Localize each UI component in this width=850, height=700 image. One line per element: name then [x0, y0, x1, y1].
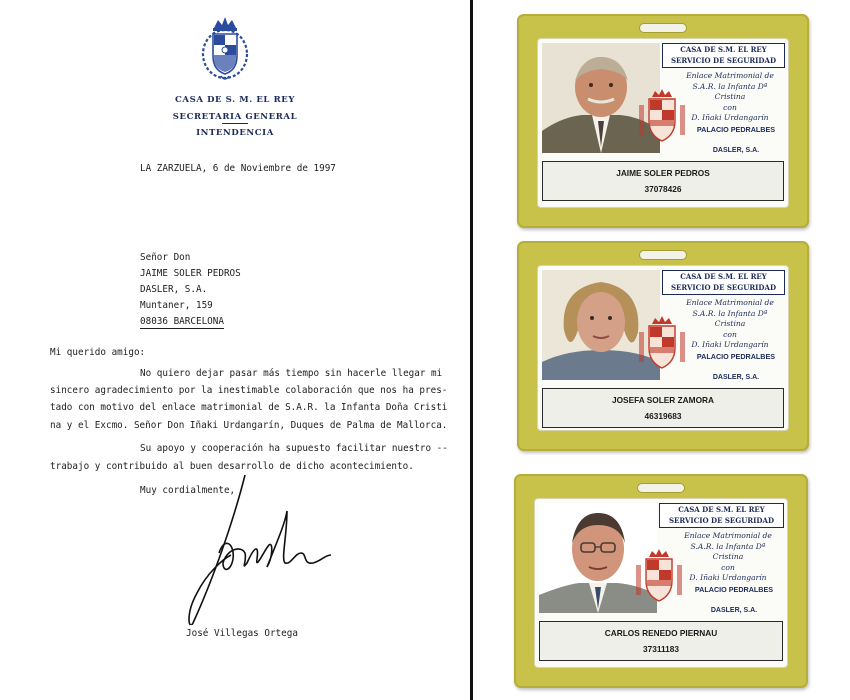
badge-holder-name: JAIME SOLER PEDROS — [616, 168, 710, 178]
badge-event — [678, 71, 782, 124]
body-line: Su apoyo y cooperación ha supuesto facilitar nuestro -- — [140, 443, 448, 454]
badge-company: DASLER, S.A. — [710, 607, 758, 614]
badge-company: DASLER, S.A. — [712, 374, 760, 381]
body-line: sincero agradecimiento por la inestimable colaboración que nos ha pres- — [50, 385, 448, 396]
badge-header-line-1: CASA DE S.M. EL REY — [680, 272, 767, 281]
badge-holder-name: CARLOS RENEDO PIERNAU — [604, 628, 718, 638]
credential-badge — [517, 14, 809, 228]
badge-header-line-2: SERVICIO DE SEGURIDAD — [670, 56, 777, 65]
badge-event-line: D. Iñaki Urdangarín — [689, 573, 767, 582]
badge-event-line: S.A.R. la Infanta Dª Cristina — [690, 541, 766, 561]
body-line: na y el Excmo. Señor Don Iñaki Urdangarín, Duques de Palma de Mallorca. — [50, 420, 448, 431]
badge-header — [662, 43, 785, 68]
badge-event-line: S.A.R. la Infanta Dª Cristina — [692, 308, 768, 328]
salutation: Mi querido amigo: — [50, 347, 146, 358]
badge-event-line: Enlace Matrimonial de — [686, 298, 774, 307]
letterhead-line-1: CASA DE S. M. EL REY — [175, 95, 295, 105]
badge-card — [537, 265, 789, 431]
badge-venue: PALACIO PEDRALBES — [694, 585, 774, 594]
page-divider — [470, 0, 473, 700]
credential-badge — [517, 241, 809, 451]
badge-venue: PALACIO PEDRALBES — [696, 352, 776, 361]
badge-event-line: con — [721, 562, 735, 572]
credential-badge — [514, 474, 808, 688]
letterhead-line-2: SECRETARIA GENERAL — [172, 112, 298, 122]
body-line: No quiero dejar pasar más tiempo sin hacerle llegar mi — [140, 368, 443, 379]
badge-event-line: D. Iñaki Urdangarín — [691, 113, 769, 122]
royal-crest-icon — [635, 87, 689, 145]
royal-crest-icon — [198, 14, 252, 84]
body-line: trabajo y contribuido al buen desarrollo de dicho acontecimiento. — [50, 461, 414, 472]
address-line: Muntaner, 159 — [140, 300, 213, 311]
badge-id-number: 46319683 — [644, 411, 682, 421]
badge-header-line-2: SERVICIO DE SEGURIDAD — [670, 283, 777, 292]
badge-id-number: 37311183 — [643, 644, 679, 654]
badge-event-line: con — [723, 329, 737, 339]
address-line: JAIME SOLER PEDROS — [140, 268, 241, 279]
royal-crest-icon — [635, 314, 689, 372]
badge-name-box — [542, 161, 784, 201]
address-line: Señor Don — [140, 252, 191, 263]
badge-company: DASLER, S.A. — [712, 147, 760, 154]
letterhead-line-3: INTENDENCIA — [196, 128, 274, 138]
letterhead-rule — [222, 123, 248, 124]
badge-name-box — [542, 388, 784, 428]
badge-card — [537, 38, 789, 208]
badge-event-line: S.A.R. la Infanta Dª Cristina — [692, 81, 768, 101]
signatory-name: José Villegas Ortega — [186, 628, 298, 639]
badge-id-number: 37078426 — [644, 184, 682, 194]
badge-header-line-1: CASA DE S.M. EL REY — [680, 45, 767, 54]
badge-event-line: Enlace Matrimonial de — [686, 71, 774, 80]
handwritten-signature — [175, 475, 335, 625]
badge-header — [659, 503, 784, 528]
badge-event-line: con — [723, 102, 737, 112]
badge-name-box — [539, 621, 783, 661]
badge-header-line-2: SERVICIO DE SEGURIDAD — [668, 516, 775, 525]
address-line: 08036 BARCELONA — [140, 316, 224, 327]
badge-event — [675, 531, 781, 584]
badge-header-line-1: CASA DE S.M. EL REY — [678, 505, 765, 514]
lanyard-slot — [639, 250, 687, 260]
lanyard-slot — [637, 483, 685, 493]
badge-event-line: Enlace Matrimonial de — [684, 531, 772, 540]
lanyard-slot — [639, 23, 687, 33]
badge-event-line: D. Iñaki Urdangarín — [691, 340, 769, 349]
badge-header — [662, 270, 785, 295]
closing: Muy cordialmente, — [140, 485, 236, 496]
badge-event — [678, 298, 782, 351]
badge-holder-name: JOSEFA SOLER ZAMORA — [611, 395, 715, 405]
address-line: DASLER, S.A. — [140, 284, 208, 295]
dateline: LA ZARZUELA, 6 de Noviembre de 1997 — [140, 163, 336, 174]
badge-venue: PALACIO PEDRALBES — [696, 125, 776, 134]
body-line: tado con motivo del enlace matrimonial de S.A.R. la Infanta Doña Cristi — [50, 402, 448, 413]
royal-crest-icon — [632, 547, 686, 605]
badge-card — [534, 498, 788, 668]
